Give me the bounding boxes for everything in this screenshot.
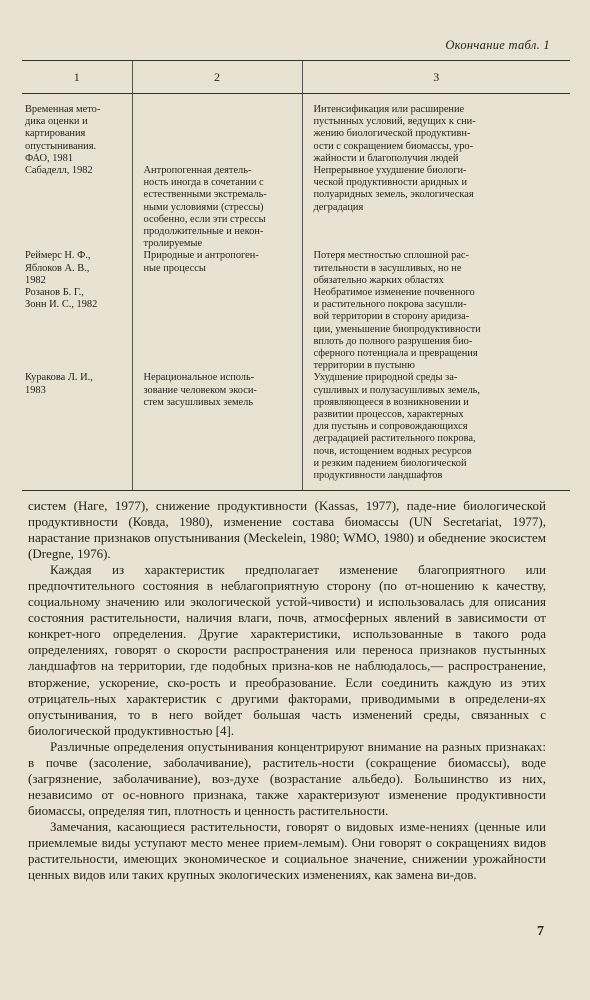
- cell-line: деградация: [313, 201, 364, 213]
- cell-line: тролируемые: [143, 238, 203, 250]
- column-header-2: 2: [132, 61, 302, 94]
- cell-line: Потеря местностью сплошной рас-: [313, 250, 469, 262]
- page-number: 7: [537, 924, 544, 939]
- paragraph: Каждая из характеристик предполагает изменение благоприятного или предпочтительного состояния в неблагоприятную сторону (по от-ношению к качеству, социальному значению или экологической устой-чивости) и использовалась для описания состояния растительности, наличия влаги, почв, атмосферных явлений в зависимости от конкрет-ного определения. Другие характеристики, использованные в такого рода определениях, говорят о скорости распространения или переноса признаков пустынных ландшафтов на территории, где подобных призна-ков не наблюдалось,— распространение, вторжение, ускорение, ско-рость и преобразование. Если соединить каждую из этих отрицатель-ных характеристик с другими факторами, приводимыми в определени-ях опустынивания, то в него войдет большая часть изменений среды, связанных с биологической продуктивностью [4].: [28, 562, 546, 738]
- table-row: [22, 287, 570, 372]
- cell-line: продолжительные и некон-: [143, 226, 264, 238]
- cell-line: полуаридных земель, экологическая: [313, 189, 474, 201]
- cell-line: и резким падением биологической: [313, 457, 467, 469]
- cell-line: Интенсификация или расширение: [313, 104, 465, 115]
- cell-line: ными условиями (стрессы): [143, 201, 264, 213]
- cell-line: естественными экстремаль-: [143, 189, 267, 201]
- cell-line: 1983: [25, 384, 46, 396]
- cell-line: стем засушливых земель: [143, 396, 254, 408]
- cell-line: сферного потенциала и превращения: [313, 348, 478, 360]
- cell-line: особенно, если эти стрессы: [143, 213, 266, 225]
- cell-line: ные процессы: [143, 262, 206, 274]
- paragraph: Замечания, касающиеся растительности, говорят о видовых изме-нениях (ценные или приемлемые виды уступают место менее прием-лемым). Они говорят о сокращениях видов растительности, имеющих экономическое и социальное значение, снижении урожайности ценных видов или таких крупных экологических изменениях, как замена ви-дов.: [28, 818, 546, 883]
- cell-line: Куракова Л. И.,: [25, 372, 93, 384]
- cell-line: обязательно жарких областях: [313, 274, 444, 286]
- cell-line: дика оценки и: [25, 116, 88, 128]
- cell-line: Ухудшение природной среды за-: [313, 372, 458, 384]
- table-row: [22, 94, 570, 166]
- table-cell-c3: [302, 165, 570, 250]
- cell-line: деградацией растительного покрова,: [313, 433, 476, 445]
- table-header-row: [22, 61, 570, 94]
- cell-line: продуктивности ландшафтов: [313, 470, 443, 482]
- cell-line: вплоть до полного разрушения био-: [313, 335, 473, 347]
- cell-line: Сабаделл, 1982: [25, 165, 93, 177]
- cell-line: территории в пустыню: [313, 360, 415, 372]
- definitions-table: [22, 60, 570, 491]
- column-header-3: 3: [302, 61, 570, 94]
- cell-line: Зонн И. С., 1982: [25, 299, 98, 311]
- paragraph: Различные определения опустынивания концентрируют внимание на разных признаках: в почве (засоление, заболачивание), раститель-ности (сокращение биомассы), воде (загрязнение, заболачивание), воз-духе (возрастание альбедо). Большинство из них, независимо от ос-новного признака, также характеризуют изменение продуктивности биомассы, определяя тип, плотность и ценность растительности.: [28, 738, 546, 818]
- column-header-1: 1: [22, 61, 132, 94]
- table-cell-c2: [132, 94, 302, 166]
- body-text: [28, 498, 546, 883]
- table-cell-c3: [302, 94, 570, 166]
- table-cell-c1: [22, 372, 132, 490]
- paragraph: систем (Haгe, 1977), снижение продуктивности (Kassas, 1977), паде-ние биологической продуктивности (Ковда, 1980), изменение состава биомассы (UN Secretariat, 1977), нарастание признаков опустынивания (Meckelein, 1980; WMO, 1980) и обеднение экосистем (Dregne, 1976).: [28, 498, 546, 562]
- cell-line: пустынных условий, ведущих к сни-: [313, 116, 476, 128]
- cell-line: ческой продуктивности аридных и: [313, 177, 468, 189]
- cell-line: для пустынь и сопровождающихся: [313, 421, 468, 433]
- table-cell-c1: [22, 287, 132, 372]
- cell-line: Яблоков А. В.,: [25, 262, 90, 274]
- cell-line: Природные и антропоген-: [143, 250, 259, 262]
- cell-line: Реймерс Н. Ф.,: [25, 250, 91, 262]
- table-cell-c2: [132, 165, 302, 250]
- cell-line: Непрерывное ухудшение биологи-: [313, 165, 467, 177]
- cell-line: опустынивания.: [25, 140, 97, 152]
- cell-line: и растительного покрова засушли-: [313, 299, 467, 311]
- cell-line: вой территории в сторону аридиза-: [313, 311, 470, 323]
- table-cell-c1: [22, 250, 132, 287]
- table-row: [22, 372, 570, 490]
- table-cell-c3: [302, 287, 570, 372]
- table-cell-c1: [22, 165, 132, 250]
- cell-line: ФАО, 1981: [25, 152, 74, 164]
- cell-line: жению биологической продуктивн-: [313, 128, 471, 140]
- cell-line: картирования: [25, 128, 86, 140]
- cell-line: проявляющееся в возникновении и: [313, 396, 469, 408]
- table-row: [22, 250, 570, 287]
- cell-line: 1982: [25, 274, 46, 286]
- cell-line: Розанов Б. Г.,: [25, 287, 84, 299]
- cell-line: зование человеком экоси-: [143, 384, 257, 396]
- cell-line: ости с сокращением биомассы, уро-: [313, 140, 474, 152]
- table-cell-c1: [22, 94, 132, 166]
- cell-line: жайности и благополучия людей: [313, 152, 459, 164]
- cell-line: Антропогенная деятель-: [143, 165, 252, 177]
- table-cell-c3: [302, 250, 570, 287]
- cell-line: Необратимое изменение почвенного: [313, 287, 475, 299]
- table-cell-c2: [132, 372, 302, 490]
- cell-line: тительности в засушливых, но не: [313, 262, 462, 274]
- table-continuation-note: Окончание табл. 1: [445, 38, 550, 52]
- table-cell-c2: [132, 287, 302, 372]
- cell-line: Временная мето-: [25, 104, 101, 115]
- cell-line: развитии процессов, характерных: [313, 409, 464, 421]
- table-cell-c2: [132, 250, 302, 287]
- cell-line: ции, уменьшение биопродуктивности: [313, 323, 481, 335]
- table-cell-c3: [302, 372, 570, 490]
- cell-line: почв, истощением водных ресурсов: [313, 445, 472, 457]
- table-row: [22, 165, 570, 250]
- cell-line: сушливых и полузасушливых земель,: [313, 384, 480, 396]
- cell-line: ность иногда в сочетании с: [143, 177, 264, 189]
- cell-line: Нерациональное исполь-: [143, 372, 255, 384]
